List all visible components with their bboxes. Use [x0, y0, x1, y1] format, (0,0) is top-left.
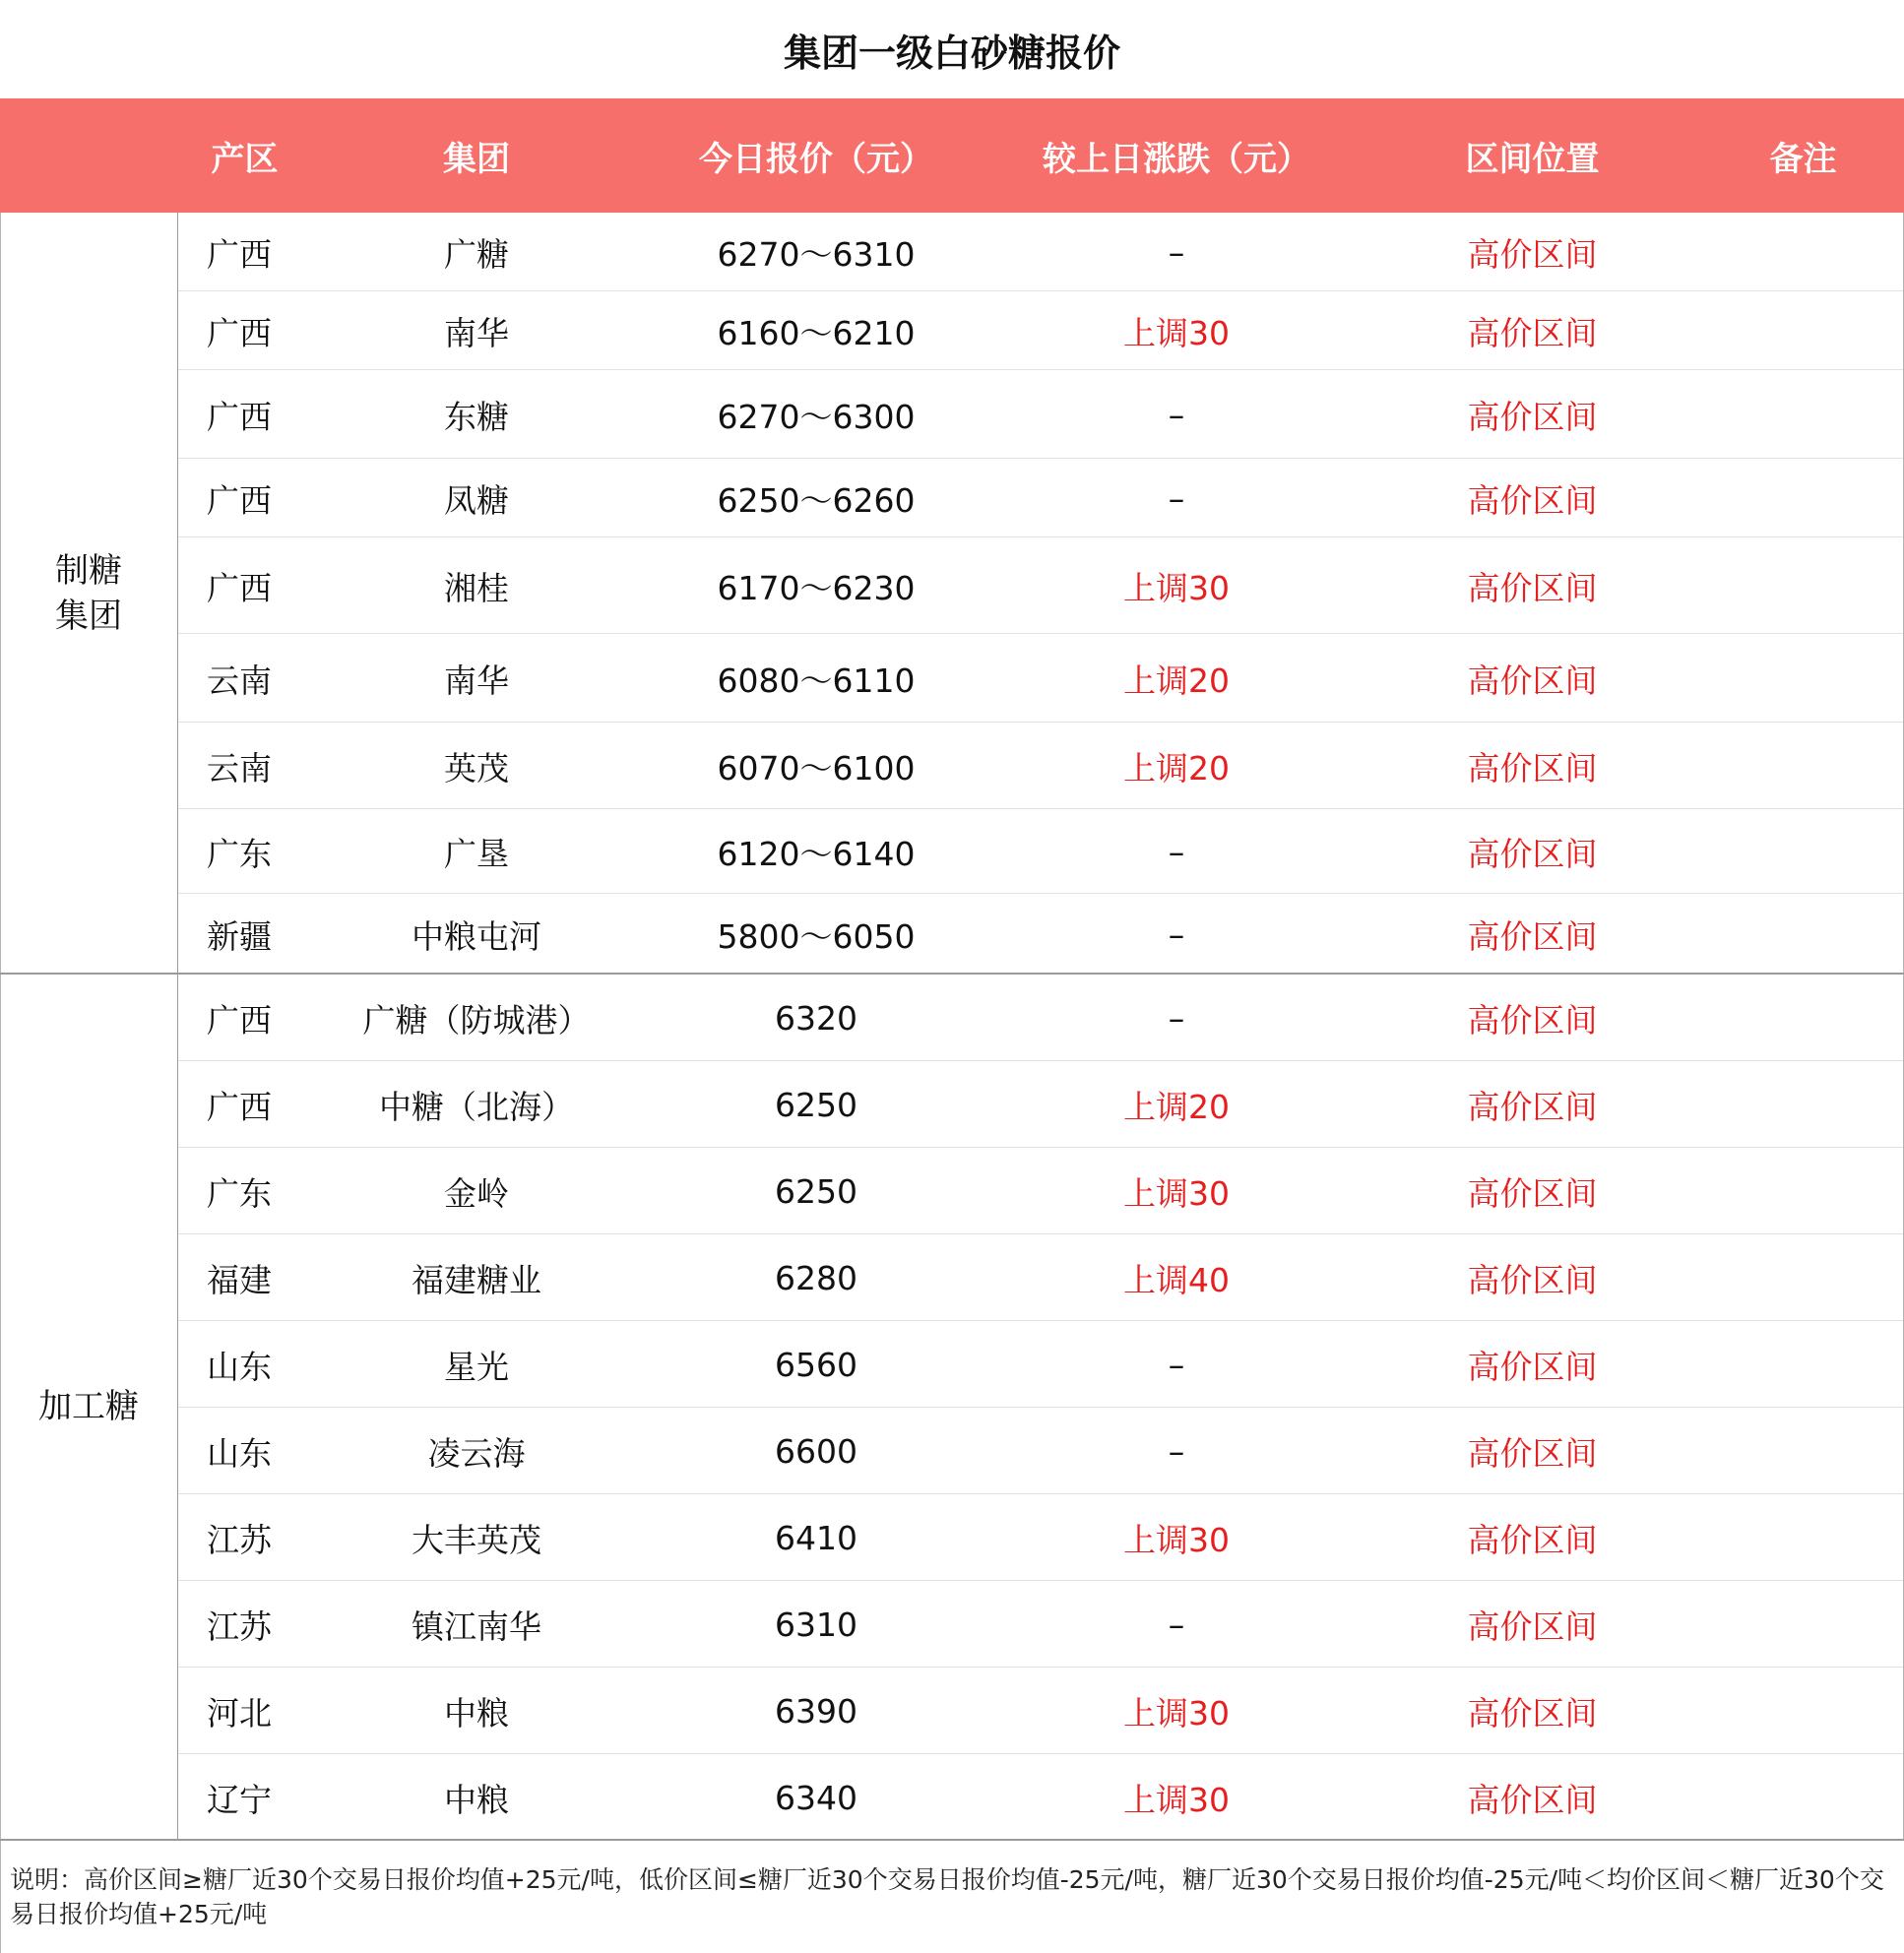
group-label-processing: 加工糖 [0, 974, 178, 1840]
table-row [178, 1408, 1904, 1494]
cell-group: 广垦 [444, 834, 509, 873]
cell-change: 上调30 [1123, 1173, 1230, 1213]
cell-region: 广西 [207, 1000, 272, 1040]
cell-group: 英茂 [444, 748, 509, 788]
table-row [178, 1061, 1904, 1148]
header-position: 区间位置 [1465, 139, 1600, 179]
cell-position: 高价区间 [1467, 1780, 1598, 1819]
cell-position: 高价区间 [1467, 834, 1598, 873]
cell-price: 6270～6300 [717, 397, 916, 436]
cell-group: 大丰英茂 [412, 1520, 541, 1559]
cell-change: 上调20 [1123, 1087, 1230, 1126]
group-label-sugar-mill: 制糖 集团 [0, 213, 178, 974]
cell-position: 高价区间 [1467, 748, 1598, 788]
cell-position: 高价区间 [1467, 1606, 1598, 1646]
cell-region: 山东 [207, 1433, 272, 1473]
table-row [178, 1754, 1904, 1841]
cell-price: 6340 [775, 1778, 857, 1817]
cell-price: 6070～6100 [717, 748, 916, 788]
cell-position: 高价区间 [1467, 1173, 1598, 1213]
cell-position: 高价区间 [1467, 916, 1598, 956]
cell-price: 6390 [775, 1691, 857, 1731]
cell-group: 中糖（北海） [379, 1087, 574, 1126]
header-remark: 备注 [1769, 139, 1837, 179]
table-row [178, 1494, 1904, 1581]
cell-position: 高价区间 [1467, 661, 1598, 700]
cell-group: 湘桂 [444, 568, 509, 607]
price-table [0, 213, 1904, 1840]
cell-position: 高价区间 [1467, 1433, 1598, 1473]
cell-region: 广西 [207, 397, 272, 436]
cell-group: 广糖（防城港） [362, 1000, 591, 1040]
header-change: 较上日涨跌（元） [1043, 139, 1310, 179]
footnote: 说明：高价区间≥糖厂近30个交易日报价均值+25元/吨，低价区间≤糖厂近30个交易日报价均值-25元/吨，糖厂近30个交易日报价均值-25元/吨＜均价区间＜糖厂近30个交易日报价均值+25元/吨 [0, 1839, 1904, 1953]
cell-region: 河北 [207, 1693, 272, 1732]
cell-group: 广糖 [444, 234, 509, 274]
cell-group: 凌云海 [427, 1433, 526, 1473]
cell-region: 福建 [207, 1260, 272, 1299]
cell-group: 福建糖业 [412, 1260, 541, 1299]
cell-price: 6410 [775, 1518, 857, 1557]
cell-change: 上调30 [1123, 568, 1230, 607]
cell-change: – [1168, 1605, 1185, 1644]
header-region: 产区 [211, 139, 279, 179]
cell-region: 广西 [207, 234, 272, 274]
cell-price: 6250～6260 [717, 480, 916, 520]
table-row [178, 459, 1904, 537]
cell-change: 上调40 [1123, 1260, 1230, 1299]
table-row [178, 370, 1904, 459]
cell-position: 高价区间 [1467, 1000, 1598, 1040]
cell-position: 高价区间 [1467, 1087, 1598, 1126]
cell-group: 南华 [444, 661, 509, 700]
table-row [178, 291, 1904, 370]
cell-region: 云南 [207, 661, 272, 700]
cell-region: 江苏 [207, 1520, 272, 1559]
table-header [0, 98, 1904, 213]
cell-position: 高价区间 [1467, 480, 1598, 520]
cell-region: 广西 [207, 568, 272, 607]
cell-change: – [1168, 395, 1185, 434]
cell-region: 江苏 [207, 1606, 272, 1646]
table-row [178, 537, 1904, 634]
cell-group: 东糖 [444, 397, 509, 436]
page-title: 集团一级白砂糖报价 [783, 31, 1120, 75]
cell-group: 南华 [444, 313, 509, 352]
cell-price: 6320 [775, 998, 857, 1038]
table-row [178, 723, 1904, 809]
cell-position: 高价区间 [1467, 1260, 1598, 1299]
cell-price: 6270～6310 [717, 234, 916, 274]
cell-position: 高价区间 [1467, 1347, 1598, 1386]
cell-change: 上调30 [1123, 1780, 1230, 1819]
cell-change: – [1168, 832, 1185, 871]
cell-price: 6160～6210 [717, 313, 916, 352]
cell-change: 上调30 [1123, 1693, 1230, 1732]
table-row [178, 894, 1904, 975]
table-row [178, 634, 1904, 723]
cell-change: 上调20 [1123, 661, 1230, 700]
table-row [178, 975, 1904, 1061]
table-left-border [0, 213, 1, 1953]
cell-position: 高价区间 [1467, 568, 1598, 607]
cell-price: 5800～6050 [717, 916, 916, 956]
cell-region: 广东 [207, 1173, 272, 1213]
cell-position: 高价区间 [1467, 1693, 1598, 1732]
cell-group: 星光 [444, 1347, 509, 1386]
cell-position: 高价区间 [1467, 1520, 1598, 1559]
cell-region: 云南 [207, 748, 272, 788]
cell-position: 高价区间 [1467, 397, 1598, 436]
cell-region: 新疆 [207, 916, 272, 956]
cell-price: 6250 [775, 1085, 857, 1124]
table-row [178, 213, 1904, 291]
group-separator [0, 973, 1904, 975]
cell-group: 中粮屯河 [412, 916, 541, 956]
cell-position: 高价区间 [1467, 234, 1598, 274]
cell-change: 上调30 [1123, 1520, 1230, 1559]
cell-change: – [1168, 998, 1185, 1038]
cell-group: 镇江南华 [412, 1606, 541, 1646]
cell-change: 上调30 [1123, 313, 1230, 352]
cell-price: 6080～6110 [717, 661, 916, 700]
header-group: 集团 [443, 139, 510, 179]
cell-region: 辽宁 [207, 1780, 272, 1819]
cell-region: 广西 [207, 313, 272, 352]
cell-change: 上调20 [1123, 748, 1230, 788]
cell-region: 山东 [207, 1347, 272, 1386]
table-row [178, 1321, 1904, 1408]
cell-region: 广西 [207, 480, 272, 520]
cell-change: – [1168, 1431, 1185, 1471]
header-price: 今日报价（元） [699, 139, 933, 179]
cell-region: 广东 [207, 834, 272, 873]
cell-change: – [1168, 232, 1185, 272]
table-row [178, 809, 1904, 894]
cell-region: 广西 [207, 1087, 272, 1126]
table-row [178, 1581, 1904, 1668]
cell-price: 6600 [775, 1431, 857, 1471]
cell-price: 6280 [775, 1258, 857, 1297]
cell-price: 6170～6230 [717, 568, 916, 607]
cell-price: 6120～6140 [717, 834, 916, 873]
table-row [178, 1668, 1904, 1754]
cell-group: 凤糖 [444, 480, 509, 520]
cell-change: – [1168, 478, 1185, 518]
cell-position: 高价区间 [1467, 313, 1598, 352]
cell-price: 6310 [775, 1605, 857, 1644]
table-row [178, 1234, 1904, 1321]
cell-group: 中粮 [444, 1693, 509, 1732]
cell-group: 中粮 [444, 1780, 509, 1819]
cell-change: – [1168, 1345, 1185, 1384]
cell-group: 金岭 [444, 1173, 509, 1213]
table-row [178, 1148, 1904, 1234]
cell-change: – [1168, 914, 1185, 954]
cell-price: 6250 [775, 1171, 857, 1211]
cell-price: 6560 [775, 1345, 857, 1384]
